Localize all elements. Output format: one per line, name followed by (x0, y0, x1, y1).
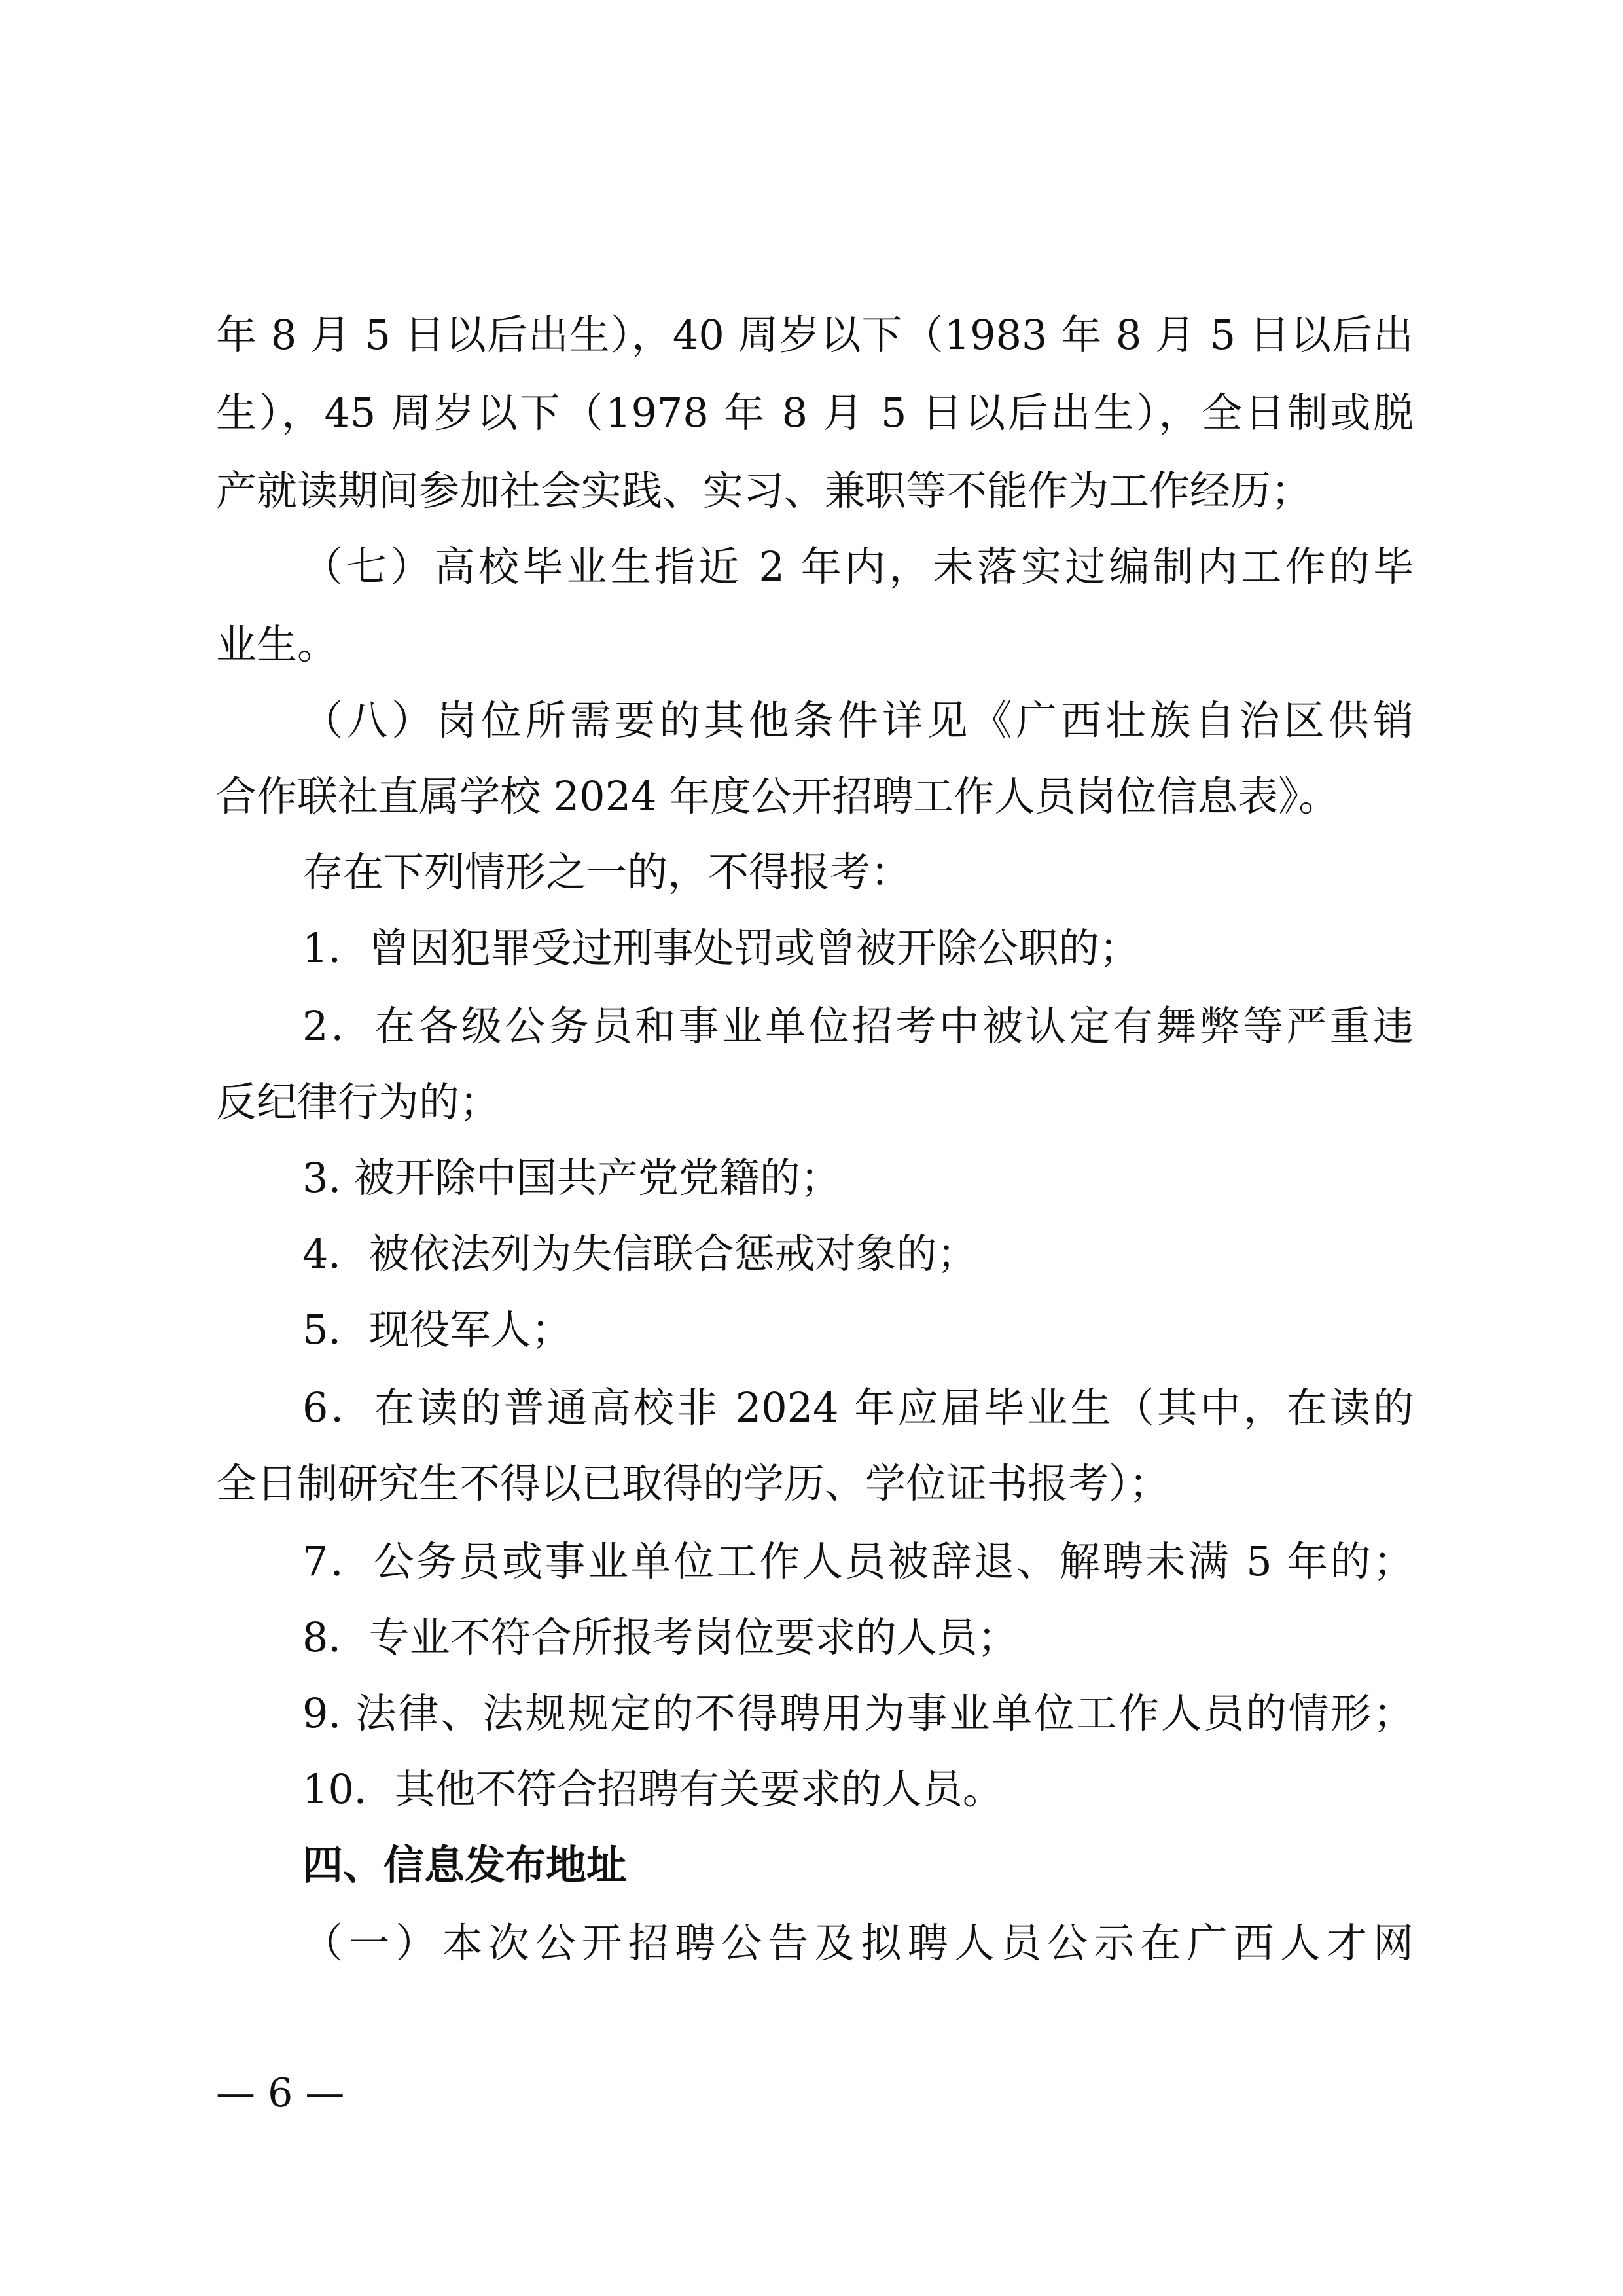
exclusion-item-9: 9. 法律、法规规定的不得聘用为事业单位工作人员的情形； (302, 1689, 1414, 1737)
exclusion-item-6-line-2: 全日制研究生不得以已取得的学历、学位证书报考）； (216, 1460, 1170, 1507)
exclusion-item-6-line-1: 6．在读的普通高校非 2024 年应届毕业生（其中，在读的 (302, 1384, 1414, 1431)
item-7-line-2: 业生。 (216, 620, 338, 668)
section-heading-4: 四、信息发布地址 (302, 1841, 628, 1889)
exclusion-item-3: 3. 被开除中国共产党党籍的； (302, 1154, 841, 1202)
exclusion-item-10: 10．其他不符合招聘有关要求的人员。 (302, 1765, 1003, 1813)
item-8-line-1: （八）岗位所需要的其他条件详见《广西壮族自治区供销 (302, 696, 1414, 744)
page-number: — 6 — (216, 2070, 345, 2116)
exclusion-item-8: 8．专业不符合所报考岗位要求的人员； (302, 1613, 1018, 1661)
item-8-line-2: 合作联社直属学校 2024 年度公开招聘工作人员岗位信息表》。 (216, 772, 1340, 820)
item-7-line-1: （七）高校毕业生指近 2 年内，未落实过编制内工作的毕 (302, 543, 1414, 590)
exclusion-item-7: 7．公务员或事业单位工作人员被辞退、解聘未满 5 年的； (302, 1537, 1414, 1585)
exclusion-item-2-line-1: 2．在各级公务员和事业单位招考中被认定有舞弊等严重违 (302, 1002, 1414, 1050)
exclusion-item-4: 4．被依法列为失信联合惩戒对象的； (302, 1230, 978, 1278)
body-line-3: 产就读期间参加社会实践、实习、兼职等不能作为工作经历； (216, 467, 1312, 514)
exclusion-item-5: 5．现役军人； (302, 1306, 572, 1354)
exclusion-intro: 存在下列情形之一的，不得报考： (302, 848, 912, 896)
section-4-item-1-line-1: （一）本次公开招聘公告及拟聘人员公示在广西人才网 (302, 1919, 1414, 1967)
exclusion-item-2-line-2: 反纪律行为的； (216, 1078, 501, 1126)
body-line-1: 年 8 月 5 日以后出生），40 周岁以下（1983 年 8 月 5 日以后出 (216, 311, 1414, 359)
exclusion-item-1: 1．曾因犯罪受过刑事处罚或曾被开除公职的； (302, 924, 1140, 972)
body-line-2: 生），45 周岁以下（1978 年 8 月 5 日以后出生），全日制或脱 (216, 389, 1414, 437)
